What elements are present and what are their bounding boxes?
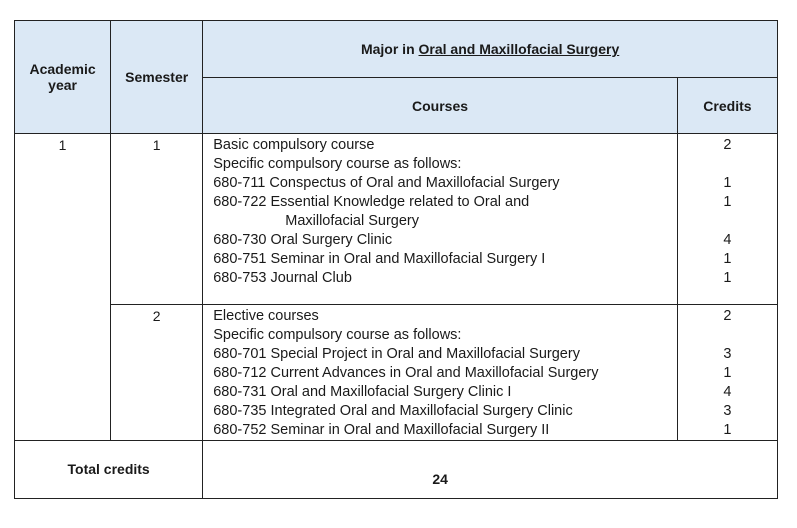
academic-year-value: 1 [58, 137, 67, 153]
courses-cell [203, 134, 678, 305]
credit-value: 1 [723, 422, 732, 438]
course-line: 680-735 Integrated Oral and Maxillofacial Surgery Clinic [213, 403, 573, 419]
major-header [203, 21, 778, 78]
credit-value: 2 [723, 308, 732, 324]
semester-label: 1 [152, 137, 161, 153]
credit-value: 1 [723, 175, 732, 191]
credit-value [678, 212, 777, 231]
credit-value: 1 [723, 251, 732, 267]
course-line: Maxillofacial Surgery [285, 213, 420, 229]
credit-value: 4 [723, 232, 732, 248]
course-line: 680-722 Essential Knowledge related to Oral and [213, 194, 530, 210]
course-line: 680-751 Seminar in Oral and Maxillofacial Surgery I [213, 251, 546, 267]
credits-cell [677, 134, 777, 305]
major-prefix: Major in [360, 41, 419, 57]
credits-cell [677, 305, 777, 441]
courses-cell [203, 305, 678, 441]
credit-value: 1 [723, 365, 732, 381]
course-line: Specific compulsory course as follows: [213, 327, 462, 343]
semester-cell [111, 134, 203, 305]
course-line: 680-712 Current Advances in Oral and Maxillofacial Surgery [213, 365, 599, 381]
course-line: 680-711 Conspectus of Oral and Maxillofacial Surgery [213, 175, 560, 191]
credit-value: 1 [723, 270, 732, 286]
course-line: 680-731 Oral and Maxillofacial Surgery Clinic I [213, 384, 512, 400]
major-name: Oral and Maxillofacial Surgery [418, 41, 620, 57]
total-credits-label: Total credits [15, 441, 203, 499]
credits-header: Credits [677, 78, 777, 134]
course-line: 680-730 Oral Surgery Clinic [213, 232, 393, 248]
credit-value: 4 [723, 384, 732, 400]
credit-value [678, 326, 777, 345]
course-line: Elective courses [213, 308, 319, 324]
credit-value: 2 [723, 137, 732, 153]
courses-header: Courses [203, 78, 678, 134]
curriculum-table [14, 20, 778, 499]
course-line: 680-752 Seminar in Oral and Maxillofacial Surgery II [213, 422, 550, 438]
academic-year-header: Academic year [15, 21, 111, 134]
semester-header: Semester [111, 21, 203, 134]
academic-year-cell [15, 134, 111, 441]
credit-value: 3 [723, 346, 732, 362]
course-line: 680-701 Special Project in Oral and Maxillofacial Surgery [213, 346, 580, 362]
course-line: Basic compulsory course [213, 137, 375, 153]
course-line: 680-753 Journal Club [213, 270, 352, 286]
semester-label: 2 [152, 308, 161, 324]
credit-value [678, 155, 777, 174]
total-credits-value: 24 [203, 441, 778, 499]
course-line: Specific compulsory course as follows: [213, 156, 462, 172]
credit-value: 3 [723, 403, 732, 419]
credit-value: 1 [723, 194, 732, 210]
semester-cell [111, 305, 203, 441]
